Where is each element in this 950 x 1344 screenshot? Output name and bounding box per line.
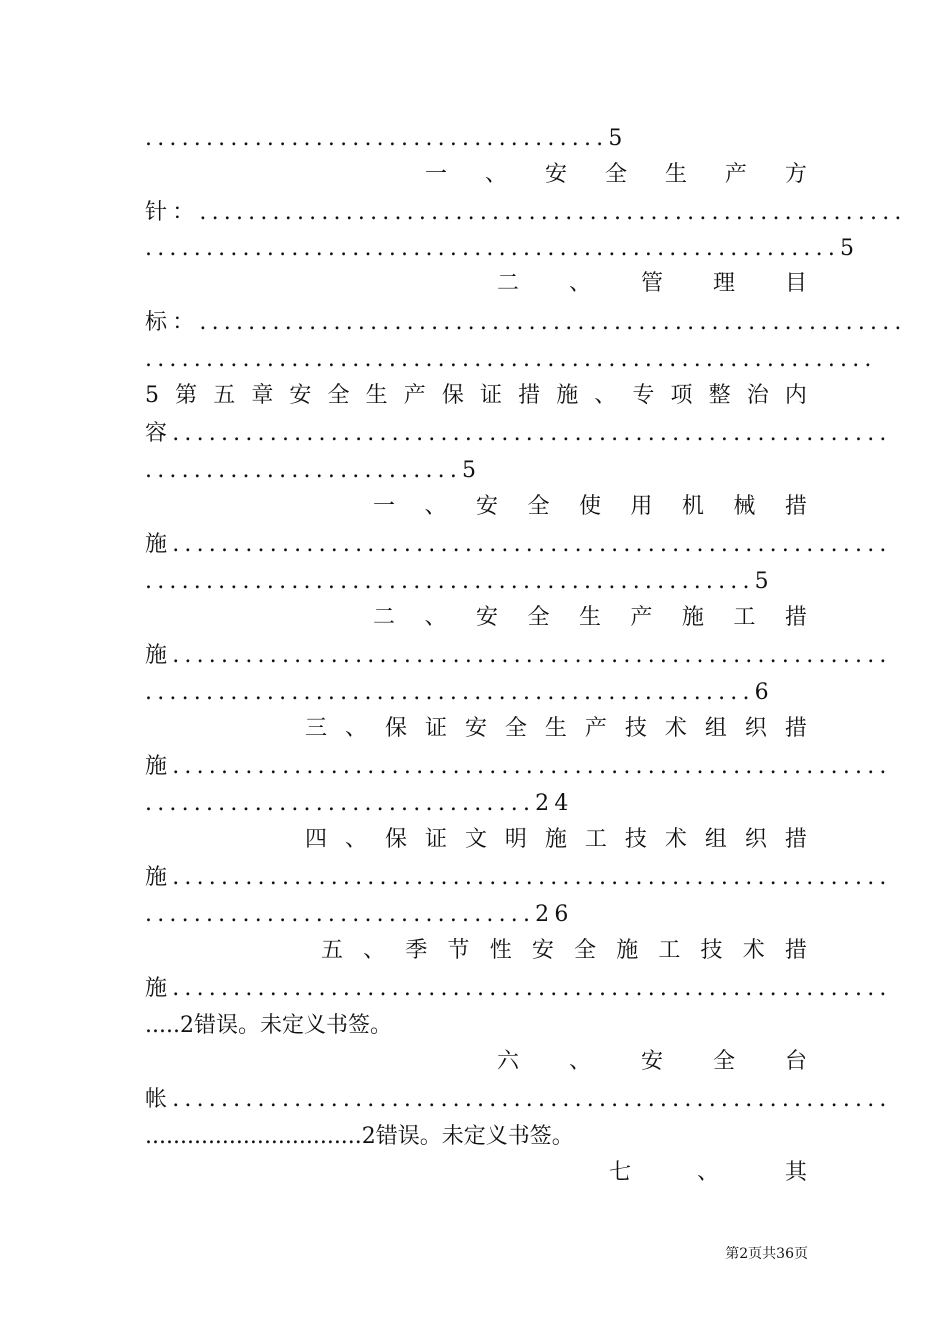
toc-line: 施........................................................... <box>145 865 892 890</box>
toc-line: 施........................................................... <box>145 754 892 779</box>
toc-line: 施........................................................... <box>145 643 892 668</box>
toc-line: .........................................................5 <box>145 236 860 261</box>
toc-line: 标：.......................................................... <box>145 310 907 335</box>
toc-entry-heading: 五 、 季 节 性 安 全 施 工 技 术 措 <box>321 938 807 963</box>
toc-entry-heading: 六 、 安 全 台 <box>497 1049 807 1074</box>
page-footer: 第2页共36页 <box>725 1246 808 1262</box>
toc-line: ..................................................6 <box>145 680 774 705</box>
toc-entry-heading: 一 、 安 全 生 产 方 <box>425 162 807 187</box>
toc-entry-heading: 七 、 其 <box>609 1160 807 1185</box>
toc-line: 针：.......................................................... <box>145 200 907 225</box>
toc-line: 施........................................................... <box>145 976 892 1001</box>
toc-line: .....2错误。未定义书签。 <box>145 1013 392 1038</box>
toc-entry-heading: 5 第 五 章 安 全 生 产 保 证 措 施 、 专 项 整 治 内 <box>145 383 807 408</box>
toc-entry-heading: 二 、 管 理 目 <box>497 271 807 296</box>
toc-line: ..........................5 <box>145 458 482 483</box>
toc-line: ......................................5 <box>145 126 628 151</box>
toc-line: ...............................2错误。未定义书签。 <box>145 1124 574 1149</box>
toc-line: ..................................................5 <box>145 569 774 594</box>
toc-line: 容........................................................... <box>145 421 892 446</box>
toc-entry-heading: 四 、 保 证 文 明 施 工 技 术 组 织 措 <box>305 827 807 852</box>
toc-entry-heading: 二 、 安 全 生 产 施 工 措 <box>373 605 807 630</box>
toc-line: 帐........................................................... <box>145 1087 892 1112</box>
toc-line: ............................................................ <box>145 347 877 372</box>
toc-line: 施........................................................... <box>145 532 892 557</box>
toc-line: ................................26 <box>145 902 574 927</box>
toc-entry-heading: 三 、 保 证 安 全 生 产 技 术 组 织 措 <box>305 716 807 741</box>
toc-line: ................................24 <box>145 791 574 816</box>
toc-entry-heading: 一 、 安 全 使 用 机 械 措 <box>373 494 807 519</box>
